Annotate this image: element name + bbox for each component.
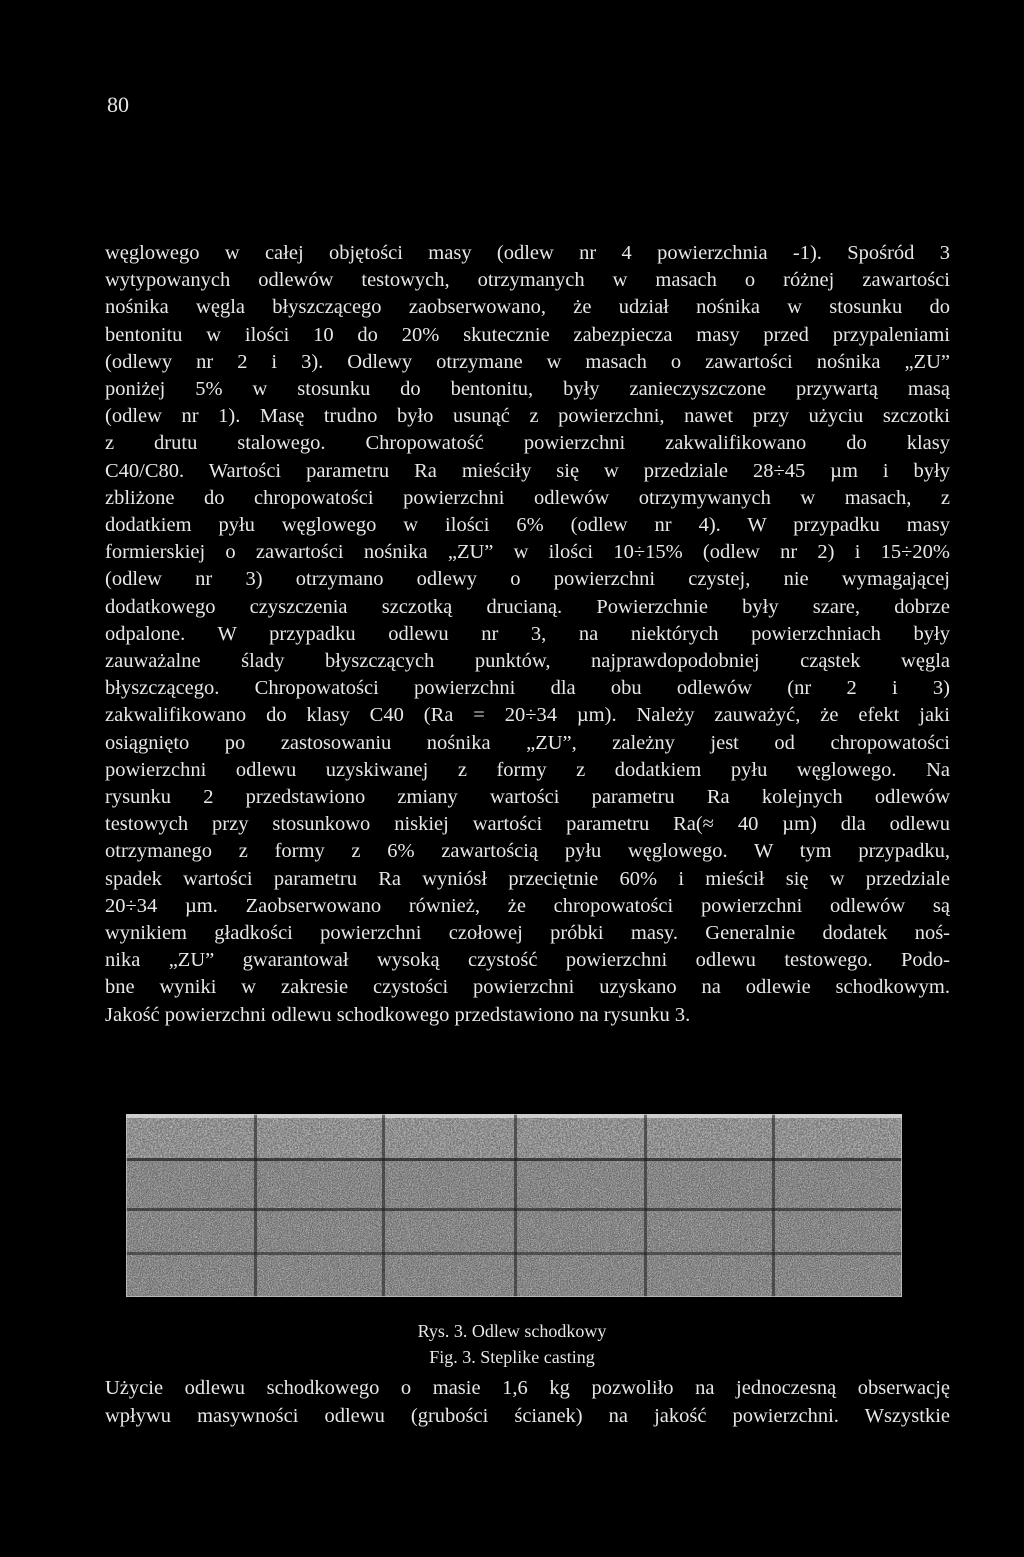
steplike-casting-photo [126,1114,902,1297]
body-line: Jakość powierzchni odlewu schodkowego przedstawiono na rysunku 3. [105,1003,691,1026]
body-line: nośnika węgla błyszczącego zaobserwowano, że udział nośnika w stosunku do [105,296,950,319]
figure-caption-pl: Rys. 3. Odlew schodkowy [417,1321,607,1341]
body-line: zauważalne ślady błyszczących punktów, najprawdopodobniej cząstek węgla [105,650,950,673]
body-line: powierzchni odlewu uzyskiwanej z formy z dodatkiem pyłu węglowego. Na [105,758,950,781]
body-line: (odlewy nr 2 i 3). Odlewy otrzymane w masach o zawartości nośnika „ZU” [105,350,950,373]
body-line: dodatkowego czyszczenia szczotką drucianą. Powierzchnie były szare, dobrze [105,595,950,618]
body-line: bne wyniki w zakresie czystości powierzchni uzyskano na odlewie schodkowym. [105,976,950,999]
body-line: wytypowanych odlewów testowych, otrzymanych w masach o różnej zawartości [105,269,950,292]
body-line: odpalone. W przypadku odlewu nr 3, na niektórych powierzchniach były [105,622,950,645]
body-line: otrzymanego z formy z 6% zawartością pyłu węglowego. W tym przypadku, [105,840,950,863]
body-line: 20÷34 µm. Zaobserwowano również, że chropowatości powierzchni odlewów są [105,894,950,917]
body-line: C40/C80. Wartości parametru Ra mieściły się w przedziale 28÷45 µm i były [105,459,950,482]
body-line: rysunku 2 przedstawiono zmiany wartości parametru Ra kolejnych odlewów [105,786,950,809]
body-line: wynikiem gładkości powierzchni czołowej próbki masy. Generalnie dodatek noś- [105,922,950,945]
body-text [105,240,950,1029]
body-line: formierskiej o zawartości nośnika „ZU” w ilości 10÷15% (odlew nr 2) i 15÷20% [105,541,950,564]
body-line: zakwalifikowano do klasy C40 (Ra = 20÷34 µm). Należy zauważyć, że efekt jaki [105,704,950,727]
page-number: 80 [107,92,129,117]
body-line: z drutu stalowego. Chropowatość powierzchni zakwalifikowano do klasy [105,432,950,455]
body-line: poniżej 5% w stosunku do bentonitu, były zanieczyszczone przywartą masą [105,378,950,401]
body-line: zbliżone do chropowatości powierzchni odlewów otrzymywanych w masach, z [105,486,950,509]
body-line: (odlew nr 1). Masę trudno było usunąć z powierzchni, nawet przy użyciu szczotki [105,405,950,428]
body-line: węglowego w całej objętości masy (odlew nr 4 powierzchnia -1). Spośród 3 [105,242,950,264]
body-line: testowych przy stosunkowo niskiej wartości parametru Ra(≈ 40 µm) dla odlewu [105,813,950,836]
body-line: spadek wartości parametru Ra wyniósł przeciętnie 60% i mieścił się w przedziale [105,867,950,890]
tail-line: Użycie odlewu schodkowego o masie 1,6 kg pozwoliło na jednoczesną obserwację [105,1377,950,1399]
tail-text [105,1375,950,1430]
body-line: (odlew nr 3) otrzymano odlewy o powierzchni czystej, nie wymagającej [105,568,950,591]
tail-line: wpływu masywności odlewu (grubości ścianek) na jakość powierzchni. Wszystkie [105,1404,950,1427]
body-line: nika „ZU” gwarantował wysoką czystość powierzchni odlewu testowego. Podo- [105,949,950,972]
body-line: dodatkiem pyłu węglowego w ilości 6% (odlew nr 4). W przypadku masy [105,514,950,537]
figure-caption-en: Fig. 3. Steplike casting [429,1347,595,1367]
body-line: błyszczącego. Chropowatości powierzchni dla obu odlewów (nr 2 i 3) [105,677,950,700]
casting-photo-image [126,1114,902,1297]
body-line: osiągnięto po zastosowaniu nośnika „ZU”, zależny jest od chropowatości [105,731,950,754]
body-line: bentonitu w ilości 10 do 20% skutecznie zabezpiecza masy przed przypaleniami [105,323,950,346]
